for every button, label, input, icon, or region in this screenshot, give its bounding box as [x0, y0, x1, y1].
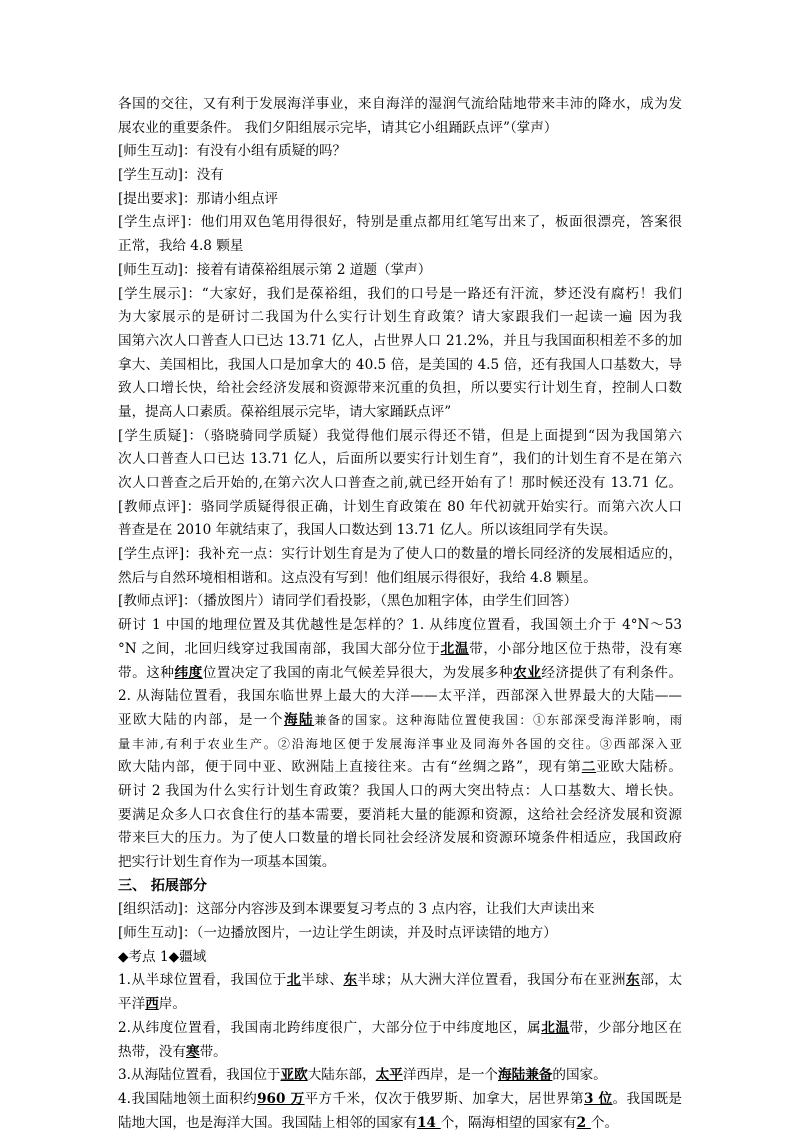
text-line: 4.我国陆地领土面积约960 万平方千米，仅次于俄罗斯、加拿大，居世界第3 位。我国既是	[118, 1090, 682, 1107]
answer-blank: 2	[576, 1114, 591, 1131]
answer-blank: 农业	[513, 664, 542, 681]
text-line: [学生质疑]：（骆晓骑同学质疑）我觉得他们展示得还不错，但是上面提到“因为我国第六	[118, 427, 682, 444]
text-line: [组织活动]：这部分内容涉及到本课要复习考点的 3 点内容，让我们大声读出来	[118, 901, 595, 918]
text-line: 亚欧大陆的内部，是一个海陆兼备的国家。这种海陆位置使我国：①东部深受海洋影响，雨	[118, 711, 682, 728]
answer-blank: 太平	[375, 1067, 403, 1084]
text-line: 各国的交往，又有利于发展海洋事业，来自海洋的湿润气流给陆地带来丰沛的降水，成为发	[118, 96, 682, 112]
text-line: [师生互动]：（一边播放图片，一边让学生朗读，并及时点评读错的地方）	[118, 925, 557, 942]
text-line: 热带，没有寒带。	[118, 1043, 227, 1060]
answer-blank: 二	[581, 759, 597, 776]
answer-blank: 14	[417, 1114, 441, 1131]
text-line: [师生互动]：有没有小组有质疑的吗？	[118, 143, 347, 160]
text-line: [学生互动]：没有	[118, 167, 224, 184]
answer-blank: 北	[286, 972, 302, 989]
text-line: [教师点评]：（播放图片）请同学们看投影，（黑色加粗字体，由学生们回答）	[118, 593, 578, 610]
answer-blank: 纬度	[174, 664, 203, 681]
text-line: 国第六次人口普查人口已达 13.71 亿人，占世界人口 21.2%，并且与我国面积相差不多的加	[118, 332, 682, 349]
answer-blank: 寒	[185, 1043, 200, 1060]
text-line: 次人口普查之后开始的,在第六次人口普查之前,就已经开始有了！那时候还没有 13.71 亿。	[118, 475, 682, 491]
text-line: [教师点评]：骆同学质疑得很正确，计划生育政策在 80 年代初就开始实行。而第六次人口	[118, 498, 682, 515]
text-line: 陆地大国，也是海洋大国。我国陆上相邻的国家有14 个，隔海相望的国家有2 个。	[118, 1114, 619, 1131]
text-line: [师生互动]：接着有请葆裕组展示第 2 道题（掌声）	[118, 261, 432, 278]
text-line: 1.从半球位置看，我国位于北半球、东半球；从大洲大洋位置看，我国分布在亚洲东部，太	[118, 972, 682, 989]
topic-label: ◆考点 1◆疆域	[118, 948, 207, 965]
section-heading: 三、 拓展部分	[118, 877, 207, 894]
answer-blank: 东	[343, 972, 358, 989]
text-line: 3.从海陆位置看，我国位于亚欧大陆东部，太平洋西岸，是一个海陆兼备的国家。	[118, 1067, 607, 1084]
text-line: 然后与自然环境相相谐和。这点没有写到！他们组展示得很好，我给 4.8 颗星。	[118, 569, 597, 586]
text-line: 为大家展示的是研讨二我国为什么实行计划生育政策？请大家跟我们一起读一遍 因为我	[118, 309, 682, 326]
text-line: 要满足众多人口衣食住行的基本需要，要消耗大量的能源和资源，这给社会经济发展和资源	[118, 806, 682, 823]
text-line: 2. 从海陆位置看，我国东临世界上最大的大洋——太平洋，西部深入世界最大的大陆——	[118, 688, 682, 705]
answer-blank: 北温	[440, 640, 470, 657]
text-line: 致人口增长快，给社会经济发展和资源带来沉重的负担，所以要实行计划生育，控制人口数	[118, 380, 682, 397]
text-line: 平洋西岸。	[118, 996, 186, 1013]
text-line: 量丰沛,有利于农业生产。②沿海地区便于发展海洋事业及同海外各国的交往。③西部深入亚	[118, 736, 682, 751]
text-line: 把实行计划生育作为一项基本国策。	[118, 854, 336, 870]
text-line: 研讨 2 我国为什么实行计划生育政策？我国人口的两大突出特点：人口基数大、增长快。	[118, 782, 682, 799]
text-line: [学生点评]：我补充一点：实行计划生育是为了使人口的数量的增长同经济的发展相适应的，	[118, 546, 682, 563]
text-line: 量，提高人口素质。葆裕组展示完毕，请大家踊跃点评”	[118, 403, 452, 420]
answer-blank: 960 万	[257, 1090, 305, 1107]
document-page	[118, 93, 682, 1135]
answer-blank: 东	[626, 972, 641, 989]
text-line: 带。这种纬度位置决定了我国的南北气候差异很大，为发展多种农业经济提供了有利条件。	[118, 664, 682, 681]
answer-blank: 海陆兼备	[498, 1067, 553, 1084]
text-line: 拿大、美国相比，我国人口是加拿大的 40.5 倍，是美国的 4.5 倍，还有我国人口基数大，导	[118, 356, 682, 373]
text-line: 带来巨大的压力。为了使人口数量的增长同社会经济发展和资源环境条件相适应，我国政府	[118, 830, 682, 847]
text-line: 研讨 1 中国的地理位置及其优越性是怎样的？1. 从纬度位置看，我国领土介于 4°N～53	[118, 617, 682, 634]
answer-blank: 海陆	[283, 711, 315, 728]
text-line: 次人口普查人口已达 13.71 亿人，后面所以要实行计划生育”，我们的计划生育不是在第六	[118, 451, 682, 468]
text-line: [学生展示]：“大家好，我们是葆裕组，我们的口号是一路还有汗流，梦还没有腐朽！我们	[118, 285, 682, 302]
answer-blank: 3 位	[583, 1090, 613, 1107]
text-line: 欧大陆内部，便于同中亚、欧洲陆上直接往来。古有“丝绸之路”，现有第二亚欧大陆桥。	[118, 759, 682, 776]
text-line: 展农业的重要条件。 我们夕阳组展示完毕，请其它小组踊跃点评”（掌声）	[118, 119, 558, 136]
text-line: [提出要求]：那请小组点评	[118, 190, 279, 207]
text-line: 2.从纬度位置看，我国南北跨纬度很广，大部分位于中纬度地区，属北温带，少部分地区在	[118, 1019, 682, 1036]
answer-blank: 北温	[541, 1019, 570, 1036]
answer-blank: 西	[145, 996, 159, 1013]
text-line: °N 之间，北回归线穿过我国南部，我国大部分位于北温带，小部分地区位于热带，没有寒	[118, 640, 682, 657]
text-line: [学生点评]：他们用双色笔用得很好，特别是重点都用红笔写出来了，板面很漂亮，答案很	[118, 214, 682, 231]
answer-blank: 亚欧	[280, 1067, 308, 1084]
text-line: 正常，我给 4.8 颗星	[118, 238, 244, 255]
text-line: 普查是在 2010 年就结束了，我国人口数达到 13.71 亿人。所以该组同学有失误。	[118, 522, 617, 539]
